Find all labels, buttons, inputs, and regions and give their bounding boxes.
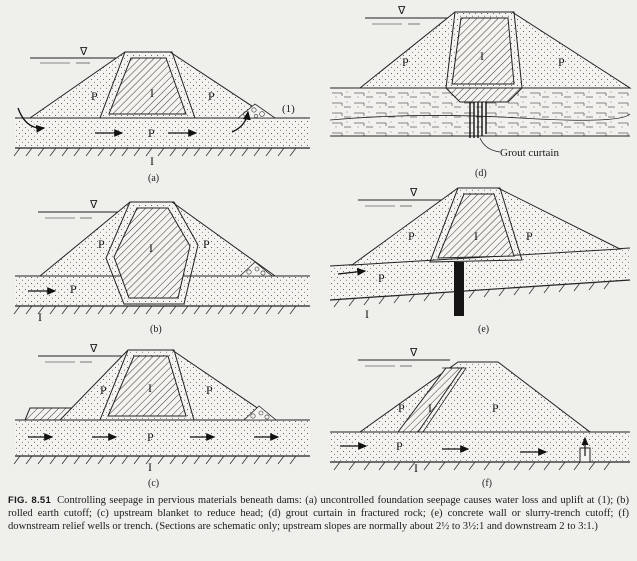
zone-label: P bbox=[208, 89, 215, 103]
zone-label: P bbox=[492, 401, 499, 415]
grout-curtain-callout: Grout curtain bbox=[500, 147, 559, 159]
panel-f-label: (f) bbox=[482, 478, 492, 489]
zone-label: P bbox=[148, 126, 155, 140]
water-level-symbol: ∇ bbox=[398, 5, 406, 17]
figure-caption bbox=[8, 494, 629, 534]
zone-label: P bbox=[408, 229, 415, 243]
zone-label: I bbox=[150, 154, 154, 168]
water-level-symbol: ∇ bbox=[410, 347, 418, 359]
zone-label: I bbox=[365, 307, 369, 321]
panel-c bbox=[14, 343, 310, 489]
zone-label: P bbox=[402, 55, 409, 69]
zone-label: P bbox=[398, 401, 405, 415]
panel-a bbox=[14, 46, 310, 184]
zone-label: P bbox=[91, 89, 98, 103]
zone-label: P bbox=[70, 282, 77, 296]
zone-label: P bbox=[396, 439, 403, 453]
zone-label: P bbox=[147, 430, 154, 444]
panel-d bbox=[330, 5, 630, 179]
zone-label: I bbox=[414, 461, 418, 475]
water-level-symbol: ∇ bbox=[90, 343, 98, 355]
panel-a-label: (a) bbox=[148, 173, 160, 184]
water-level-symbol: ∇ bbox=[410, 187, 418, 199]
zone-label: P bbox=[378, 271, 385, 285]
marker-1: (1) bbox=[282, 103, 295, 115]
zone-label: I bbox=[148, 460, 152, 474]
panel-e bbox=[330, 187, 630, 335]
pervious-foundation bbox=[15, 118, 310, 148]
zone-label: I bbox=[474, 229, 478, 243]
zone-label: P bbox=[98, 237, 105, 251]
zone-label: I bbox=[148, 381, 152, 395]
concrete-cutoff-wall bbox=[454, 262, 464, 316]
panel-f bbox=[330, 347, 630, 489]
zone-label: I bbox=[428, 401, 432, 415]
panel-c-label: (c) bbox=[148, 478, 160, 489]
panel-e-label: (e) bbox=[478, 324, 490, 335]
water-level-symbol: ∇ bbox=[90, 199, 98, 211]
zone-label: P bbox=[203, 237, 210, 251]
zone-label: I bbox=[480, 49, 484, 63]
zone-label: I bbox=[149, 241, 153, 255]
water-level-symbol: ∇ bbox=[80, 46, 88, 58]
zone-label: I bbox=[38, 310, 42, 324]
figure-number: FIG. 8.51 bbox=[8, 495, 52, 506]
panel-b bbox=[14, 199, 310, 335]
zone-label: I bbox=[150, 86, 154, 100]
panel-b-label: (b) bbox=[150, 324, 162, 335]
zone-label: P bbox=[206, 383, 213, 397]
zone-label: P bbox=[100, 383, 107, 397]
zone-label: P bbox=[558, 55, 565, 69]
caption-text: Controlling seepage in pervious materials beneath dams: (a) uncontrolled foundation seepage causes water loss and uplift at (1); (b) rolled earth cutoff; (c) upstream blanket to reduce head; (d) grout curtain in fractured rock; (e) concrete wall or slurry-trench cutoff; (f) downstream relief wells or trench. (Sections are schematic only; upstream slopes are normally about 2½ to 3½:1 and downstream 2 to 3:1.) bbox=[8, 495, 629, 533]
panel-d-label: (d) bbox=[475, 168, 487, 179]
zone-label: P bbox=[526, 229, 533, 243]
